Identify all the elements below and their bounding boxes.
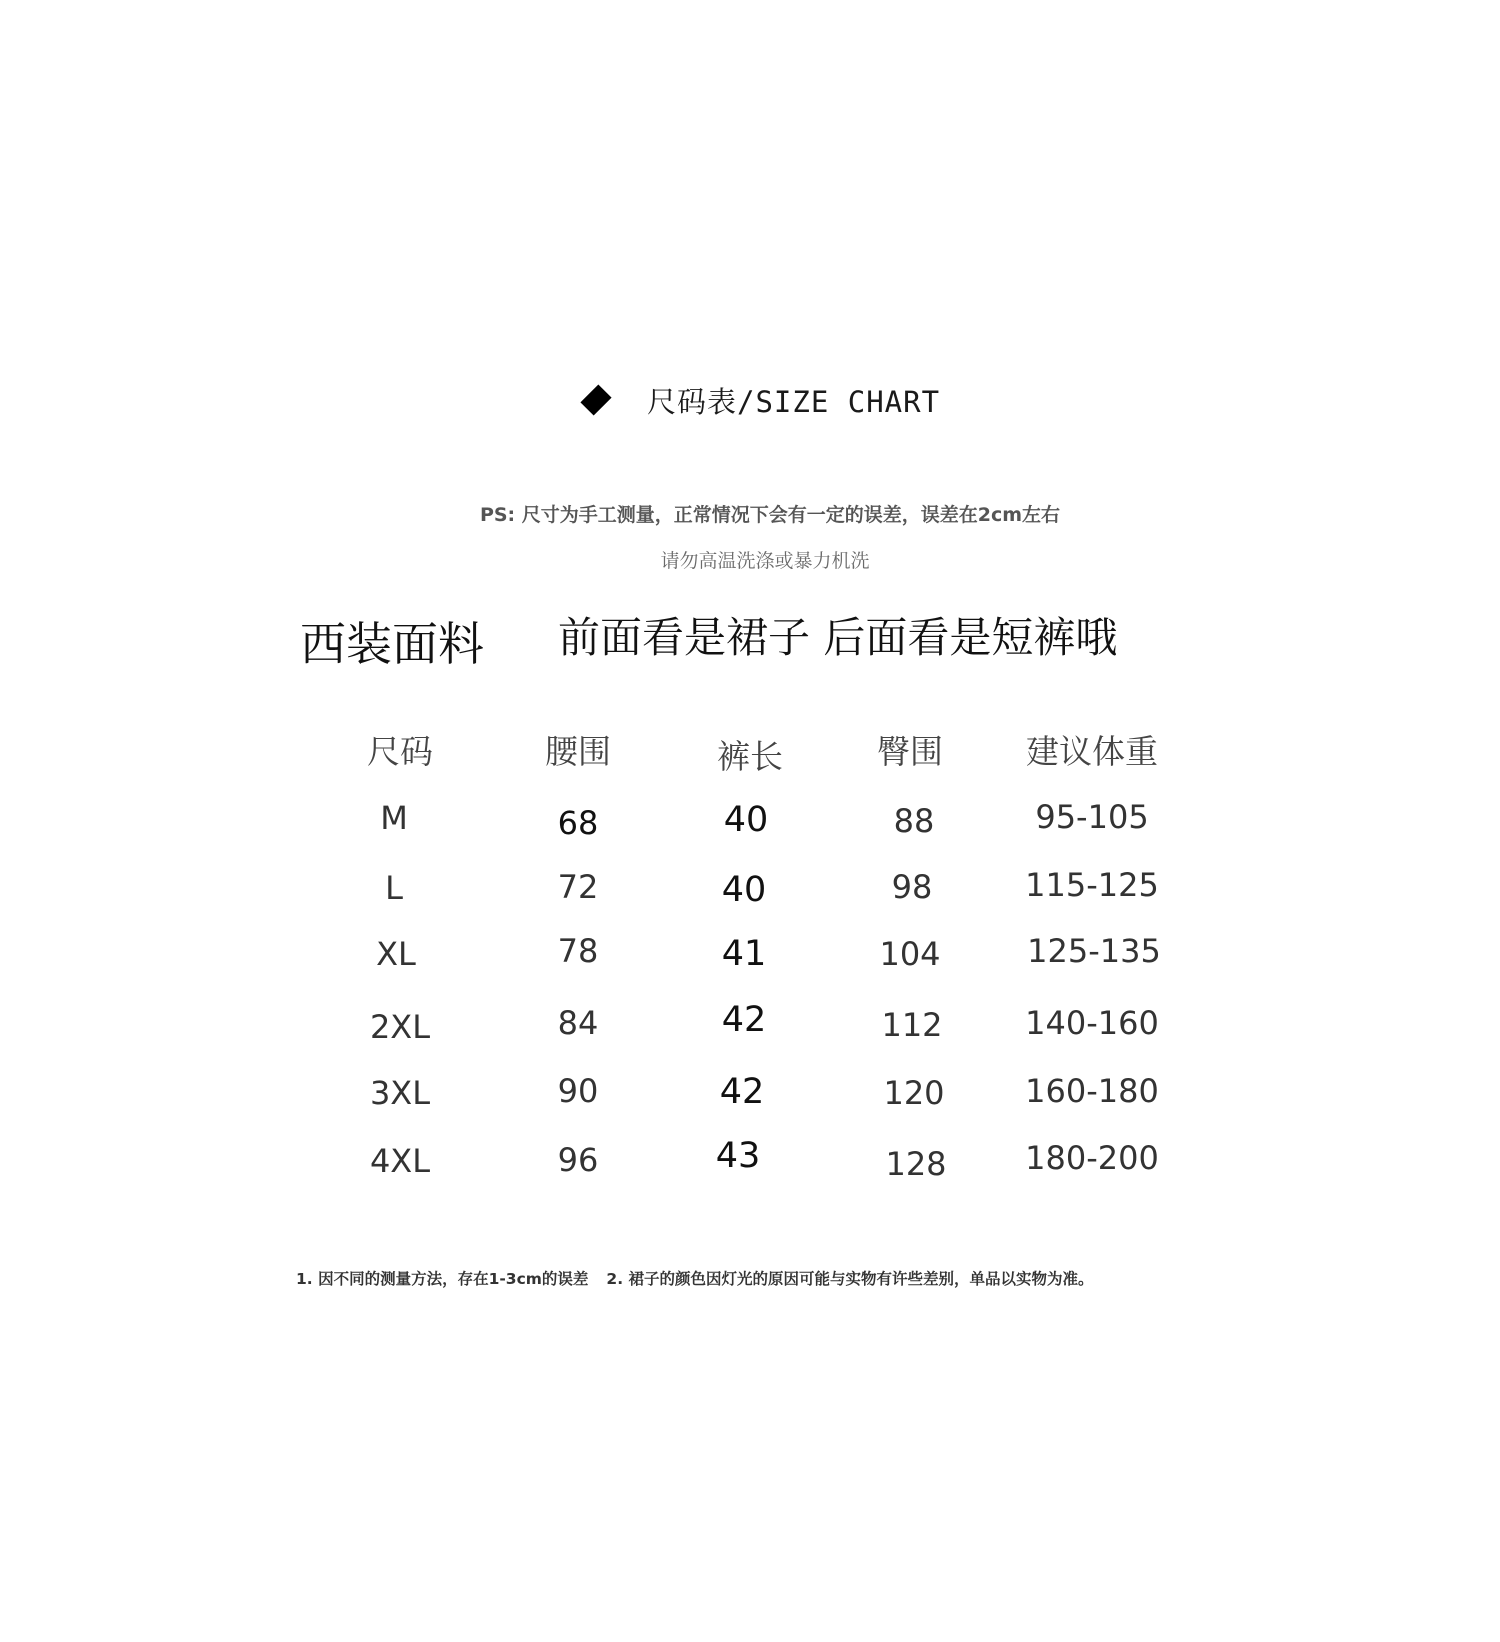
table-cell-weight: 160-180 [1025, 1072, 1159, 1110]
header-weight: 建议体重 [1026, 732, 1158, 771]
header-hip: 臀围 [877, 732, 943, 771]
footer-note-measurement: 1. 因不同的测量方法，存在1-3cm的误差 [296, 1270, 589, 1288]
table-cell-weight: 115-125 [1025, 866, 1159, 904]
table-cell-length: 40 [723, 800, 769, 840]
table-cell-length: 42 [719, 1072, 765, 1112]
table-cell-waist: 72 [557, 868, 599, 906]
description-label: 前面看是裙子 后面看是短裤哦 [558, 613, 1118, 662]
table-cell-waist: 96 [557, 1141, 599, 1179]
table-cell-hip: 88 [893, 802, 935, 840]
table-cell-length: 42 [721, 1000, 767, 1040]
header-waist: 腰围 [545, 732, 611, 771]
table-cell-size: M [380, 799, 408, 837]
header-size: 尺码 [367, 732, 433, 771]
title-text: 尺码表/SIZE CHART [647, 384, 941, 419]
size-chart-title [585, 375, 940, 425]
table-cell-hip: 98 [891, 868, 933, 906]
footer-note-color: 2. 裙子的颜色因灯光的原因可能与实物有许些差别，单品以实物为准。 [606, 1270, 1094, 1288]
table-cell-waist: 68 [557, 804, 599, 842]
table-cell-length: 40 [721, 870, 767, 910]
header-length: 裤长 [717, 737, 783, 776]
table-cell-waist: 84 [557, 1004, 599, 1042]
table-cell-hip: 120 [883, 1074, 945, 1112]
table-cell-size: 4XL [369, 1142, 431, 1180]
table-cell-waist: 78 [557, 932, 599, 970]
table-cell-length: 41 [721, 934, 767, 974]
table-cell-size: 2XL [369, 1008, 431, 1046]
table-cell-length: 43 [715, 1136, 761, 1176]
table-cell-waist: 90 [557, 1072, 599, 1110]
ps-note-washing: 请勿高温洗涤或暴力机洗 [660, 550, 870, 572]
material-label: 西装面料 [300, 617, 484, 671]
table-cell-size: 3XL [369, 1074, 431, 1112]
table-cell-size: L [385, 869, 403, 907]
table-cell-weight: 95-105 [1035, 798, 1149, 836]
table-cell-size: XL [376, 935, 416, 973]
table-cell-weight: 140-160 [1025, 1004, 1159, 1042]
footer-notes [296, 1267, 1094, 1289]
table-cell-hip: 128 [885, 1145, 947, 1183]
table-cell-weight: 180-200 [1025, 1139, 1159, 1177]
table-cell-hip: 112 [881, 1006, 943, 1044]
table-cell-hip: 104 [879, 935, 941, 973]
ps-note-measurement: PS: 尺寸为手工测量，正常情况下会有一定的误差，误差在2cm左右 [479, 504, 1061, 526]
diamond-icon [580, 384, 611, 415]
table-cell-weight: 125-135 [1027, 932, 1161, 970]
